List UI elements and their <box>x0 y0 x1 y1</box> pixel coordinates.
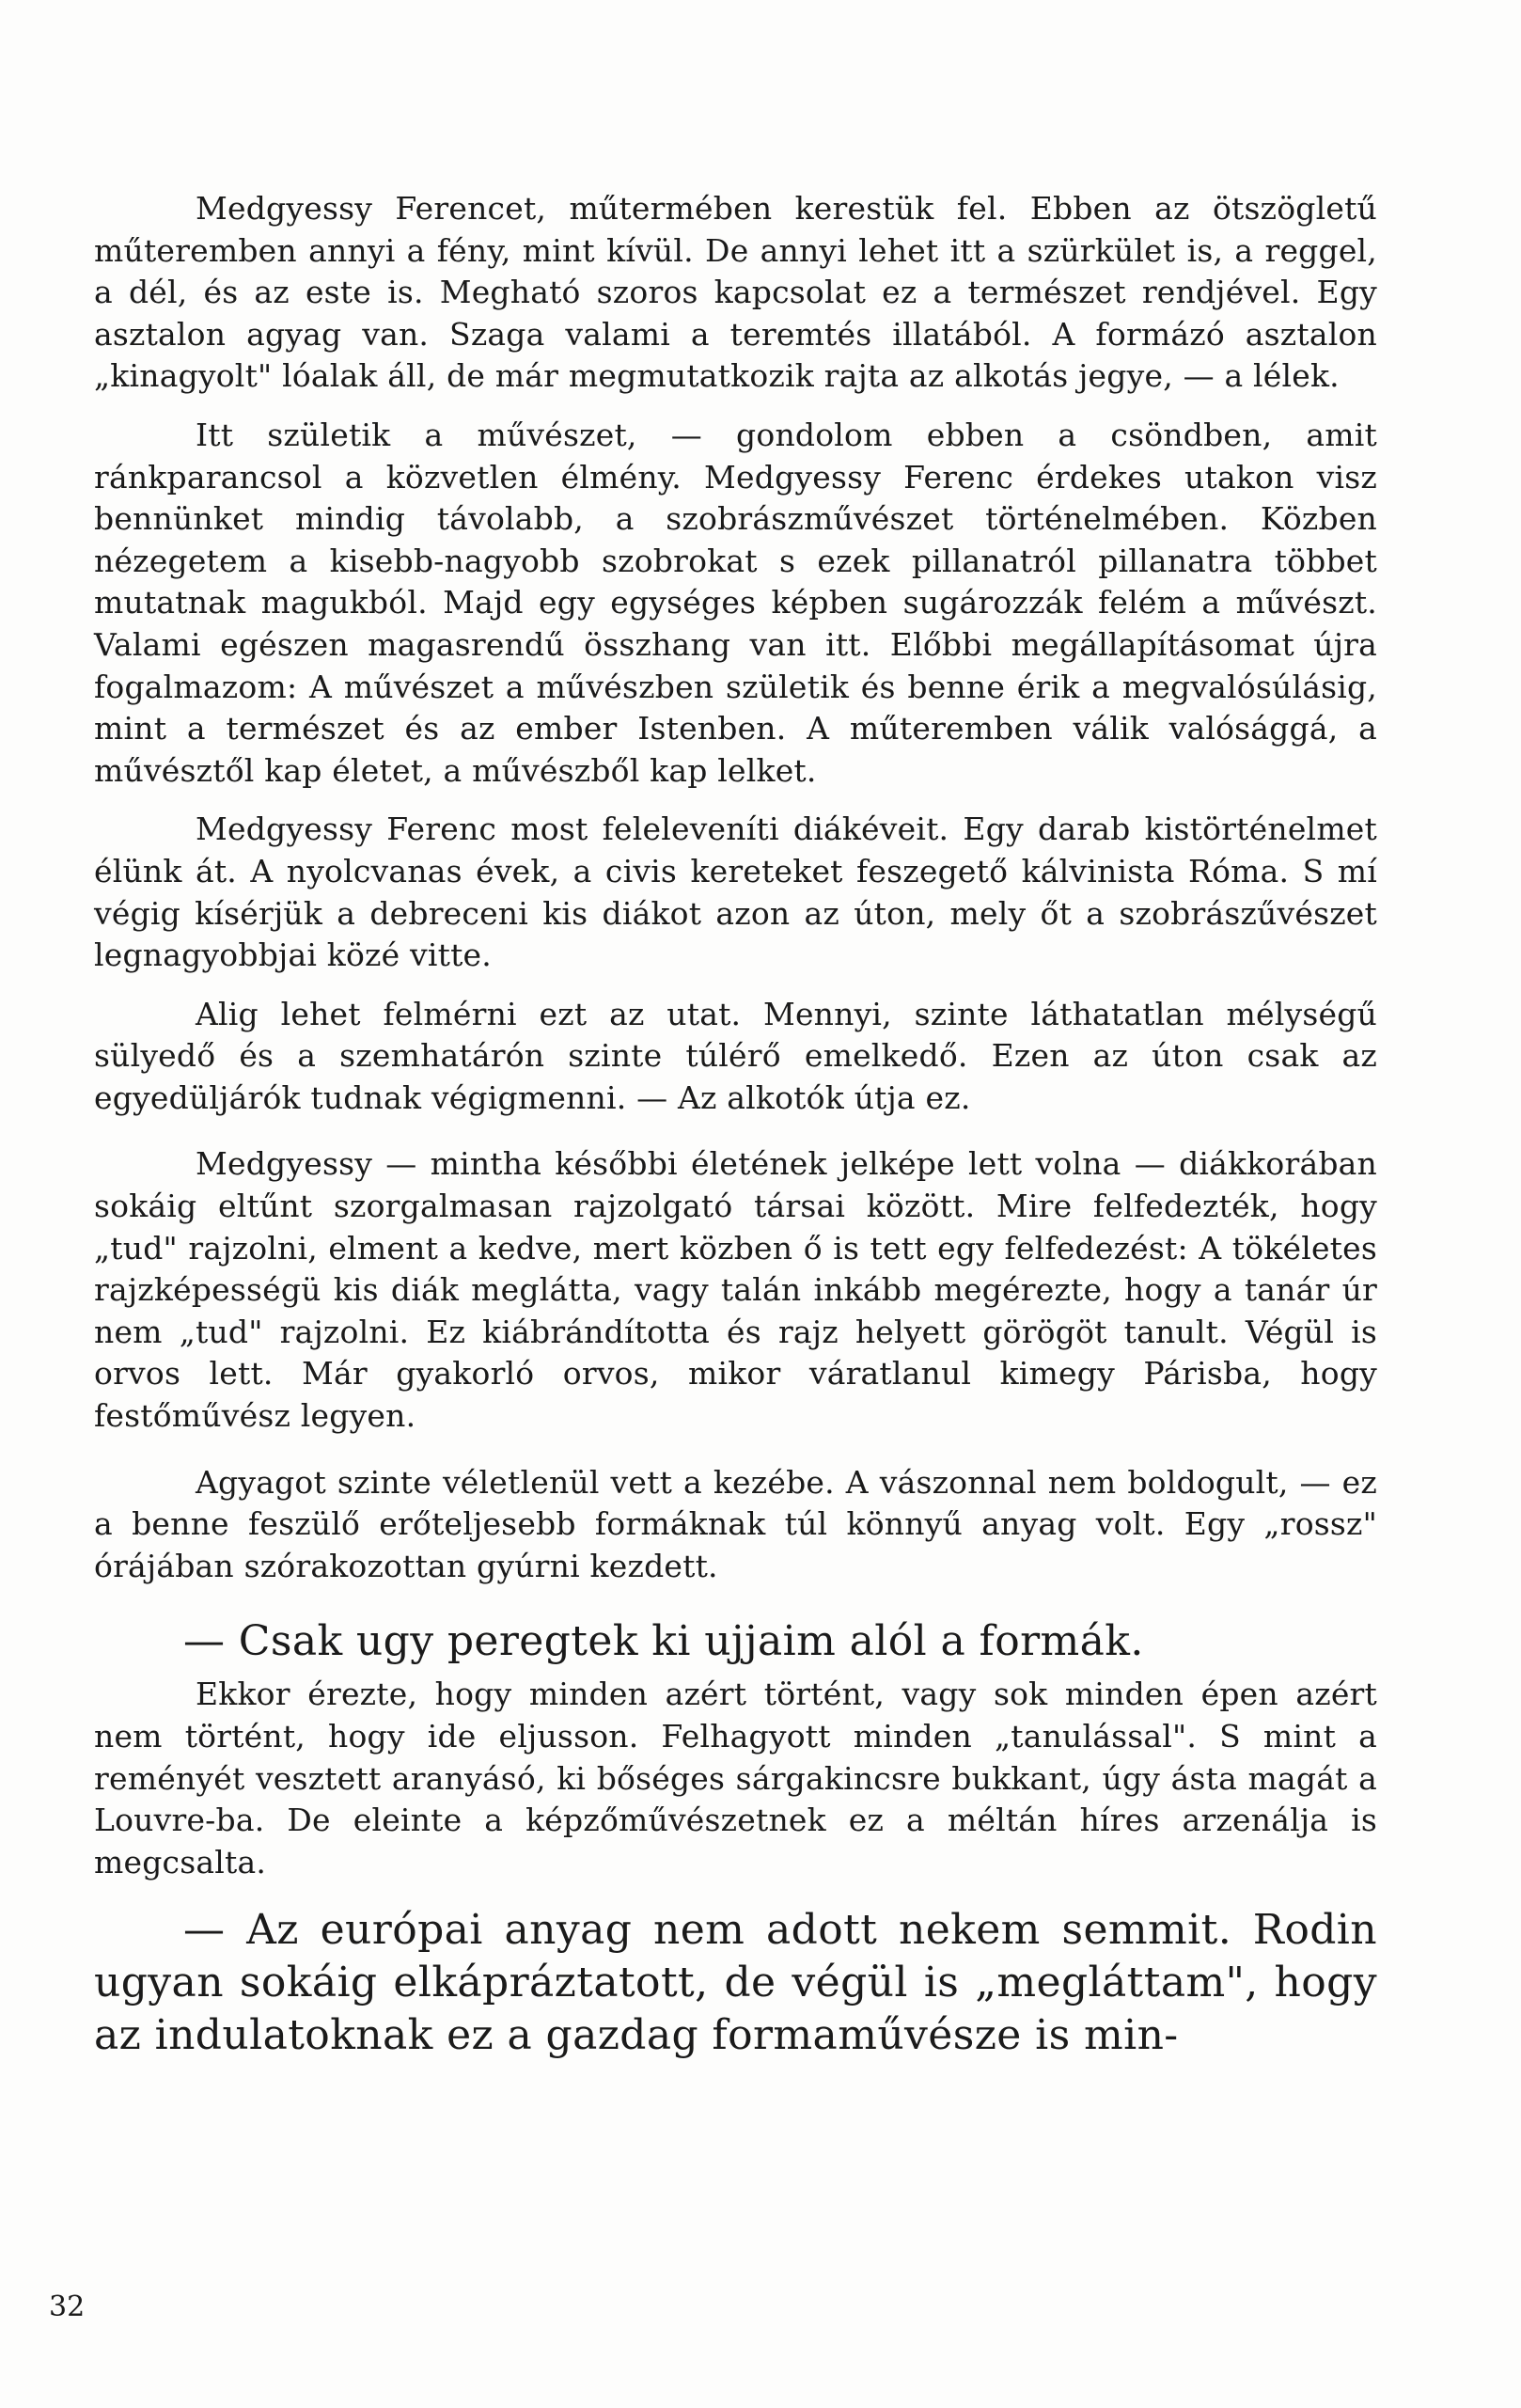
body-text <box>94 188 1377 2062</box>
paragraph-louvre: Ekkor érezte, hogy minden azért történt, vagy sok minden épen azért nem történt, hogy ide eljusson. Felhagyott minden „tanulással". S mint a reményét vesztett aranyásó, ki bőséges sárgakincsre bukkant, úgy ásta magát a Louvre-ba. De eleinte a képzőművészetnek ez a méltán híres arzenálja is megcsalta. <box>94 1676 1377 1881</box>
paragraph-student-years: Medgyessy Ferenc most feleleveníti diákéveit. Egy darab kistörténelmet élünk át. A nyolcvanas évek, a civis kereteket feszegető kálvinista Róma. S mí végig kísérjük a debreceni kis diákot azon az úton, mely őt a szobrászűvészet legnagyobbjai közé vitte. <box>94 811 1377 974</box>
paragraph-studio-visit: Medgyessy Ferencet, műtermében kerestük fel. Ebben az ötszögletű műteremben annyi a fény, mint kívül. De annyi lehet itt a szürkület is, a reggel, a dél, és az este is. Megható szoros kapcsolat ez a természet rendjével. Egy asztalon agyag van. Szaga valami a teremtés illatából. A formázó asztalon „kinagyolt" lóalak áll, de már megmutatkozik rajta az alkotás jegye, — a lélek. <box>94 190 1377 395</box>
page-number: 32 <box>49 2290 86 2323</box>
paragraph-clay: Agyagot szinte véletlenül vett a kezébe. A vászonnal nem boldogult, — ez a benne feszülő erőteljesebb formáknak túl könnyű anyag volt. Egy „rossz" órájában szórakozottan gyúrni kezdett. <box>94 1463 1377 1584</box>
paragraph-art-is-born: Itt születik a művészet, — gondolom ebben a csöndben, amit ránkparancsol a közvetlen élmény. Medgyessy Ferenc érdekes utakon visz bennünket mindig távolabb, a szobrászművészet történelmében. Közben nézegetem a kisebb-nagyobb szobrokat s ezek pillanatról pillanatra többet mutatnak magukból. Majd egy egységes képben sugározzák felém a művészt. Valami egészen magasrendű összhang van itt. Előbbi megállapításomat újra fogalmazom: A művészet a művészben születik és benne érik a megvalósúlásig, mint a természet és az ember Istenben. A műteremben válik valósággá, a művésztől kap életet, a művészből kap lelket. <box>94 416 1377 789</box>
paragraph-creators-path: Alig lehet felmérni ezt az utat. Mennyi, szinte láthatatlan mélységű sülyedő és a szemhatárón szinte túlérő emelkedő. Ezen az úton csak az egyedüljárók tudnak végigmenni. — Az alkotók útja ez. <box>94 995 1377 1116</box>
paragraph-childhood-drawing: Medgyessy — mintha későbbi életének jelképe lett volna — diákkorában sokáig eltűnt szorgalmasan rajzolgató társai között. Mire felfedezték, hogy „tud" rajzolni, elment a kedve, mert közben ő is tett egy felfedezést: A tökéletes rajzképességü kis diák meglátta, vagy talán inkább megérezte, hogy a tanár úr nem „tud" rajzolni. Ez kiábrándította és rajz helyett görögöt tanult. Végül is orvos lett. Már gyakorló orvos, mikor váratlanul kimegy Párisba, hogy festőművész legyen. <box>94 1145 1377 1435</box>
quote-european-material: — Az európai anyag nem adott nekem semmit. Rodin ugyan sokáig elkápráztatott, de végül is „megláttam", hogy az indulatoknak ez a gazdag formaművésze is min- <box>94 1906 1377 2060</box>
quote-forms: — Csak ugy peregtek ki ujjaim alól a formák. <box>183 1617 1144 1666</box>
